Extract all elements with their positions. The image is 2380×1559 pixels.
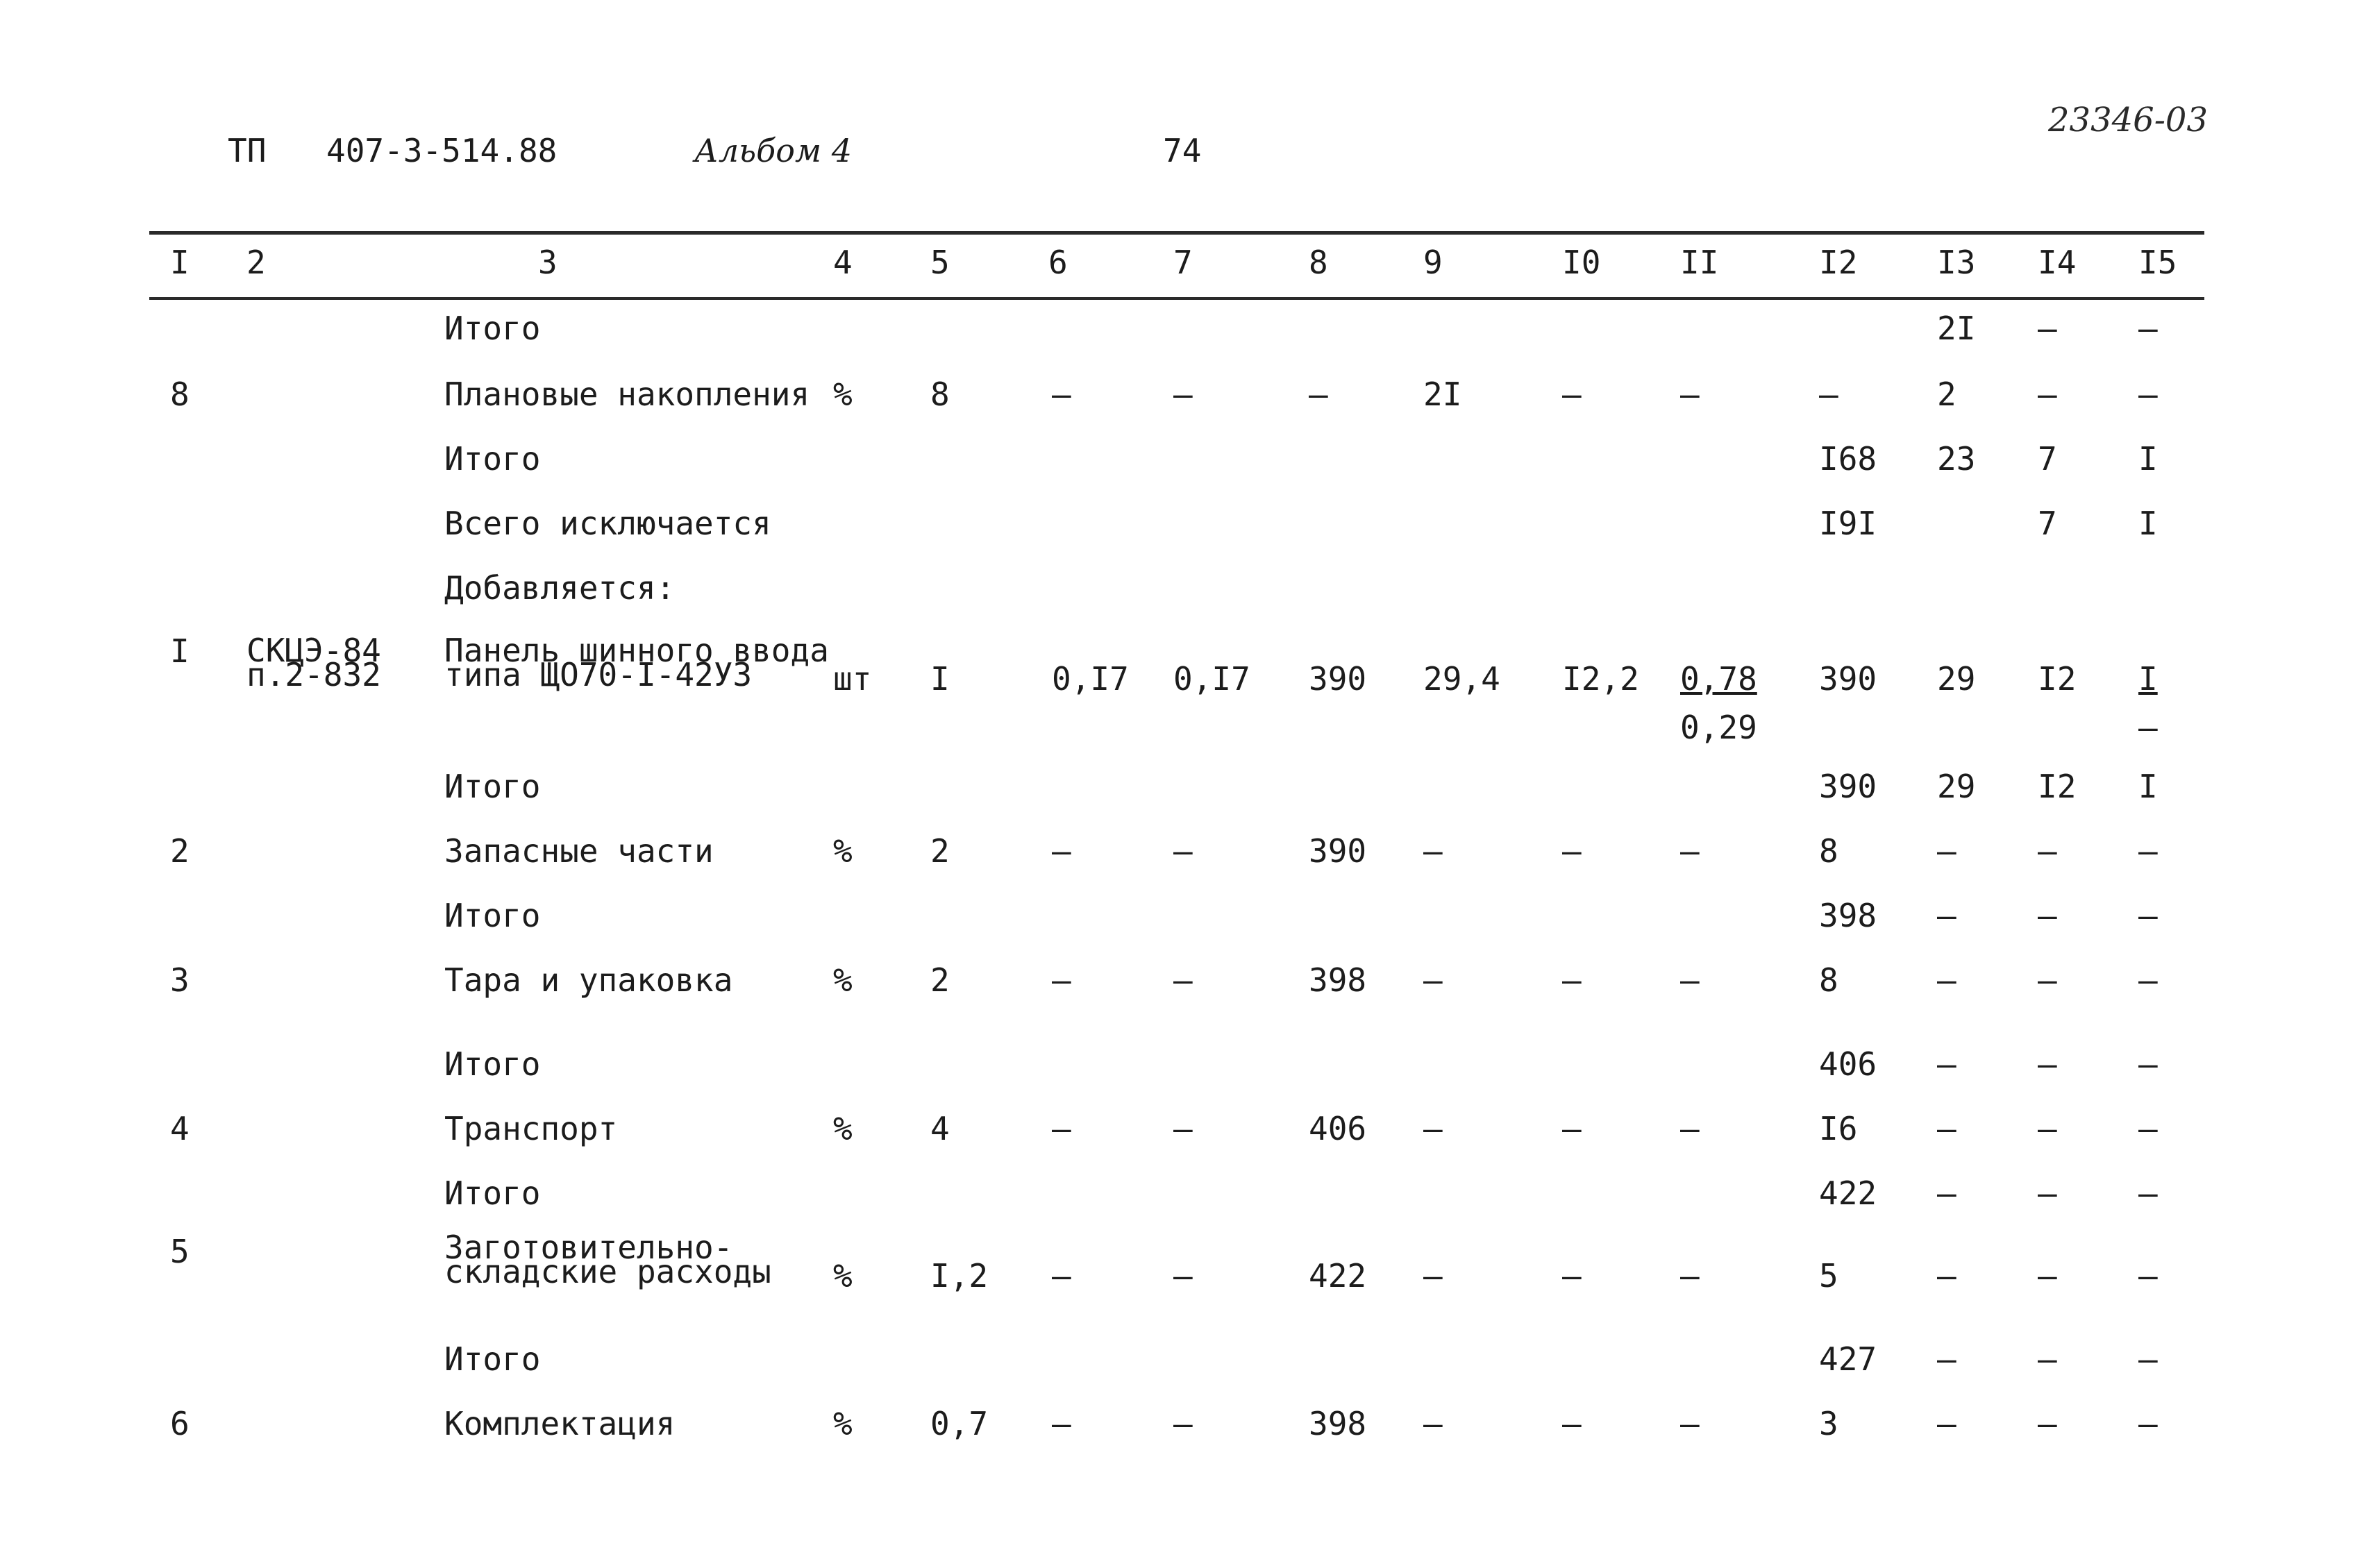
- table-cell: –: [1423, 961, 1443, 999]
- table-cell: 398: [1309, 961, 1367, 999]
- table-cell: 8: [170, 376, 190, 413]
- table-cell: Запасные части: [444, 832, 714, 870]
- table-cell: 0,I7: [1173, 660, 1250, 698]
- column-header: I4: [2038, 244, 2077, 281]
- table-cell: 6: [170, 1405, 190, 1442]
- table-cell: Итого: [444, 440, 541, 478]
- column-header: 2: [246, 244, 266, 281]
- table-cell: I: [2138, 768, 2158, 805]
- doc-series: ТП: [228, 132, 267, 169]
- table-cell: 23: [1937, 440, 1976, 478]
- table-cell: –: [1680, 376, 1700, 413]
- table-cell: 2: [170, 832, 190, 870]
- table-cell: 422: [1309, 1257, 1367, 1295]
- column-header: I5: [2138, 244, 2177, 281]
- table-cell: %: [833, 961, 853, 999]
- table-cell: –: [2038, 897, 2057, 934]
- table-cell: Всего исключается: [444, 505, 771, 542]
- table-cell: I2: [2038, 660, 2077, 698]
- table-cell: 29: [1937, 660, 1976, 698]
- table-cell: %: [833, 1110, 853, 1147]
- table-cell: –: [2138, 961, 2158, 999]
- table-cell: –: [1937, 832, 1956, 870]
- table-cell: –: [2138, 376, 2158, 413]
- table-cell: 390: [1819, 768, 1877, 805]
- table-cell: –: [2038, 1257, 2057, 1295]
- table-cell: –: [1173, 1405, 1193, 1442]
- table-cell: 2: [1937, 376, 1956, 413]
- table-cell: –: [1423, 832, 1443, 870]
- table-cell: –: [1173, 832, 1193, 870]
- table-cell: –: [1562, 832, 1582, 870]
- table-cell: I2,2: [1562, 660, 1639, 698]
- table-cell: 8: [930, 376, 950, 413]
- column-header: 3: [538, 244, 558, 281]
- table-cell: –: [2038, 1405, 2057, 1442]
- table-cell: 7: [2038, 505, 2057, 542]
- table-cell: –: [2038, 1340, 2057, 1378]
- column-header: I3: [1937, 244, 1976, 281]
- column-header: 4: [833, 244, 853, 281]
- table-cell: 29,4: [1423, 660, 1500, 698]
- table-cell: –: [1937, 1110, 1956, 1147]
- table-cell: –: [1680, 1405, 1700, 1442]
- table-cell: I: [170, 632, 190, 670]
- column-header: I2: [1819, 244, 1858, 281]
- table-cell: 4: [170, 1110, 190, 1147]
- column-header: 9: [1423, 244, 1443, 281]
- table-cell: Итого: [444, 1340, 541, 1378]
- table-cell: –: [1173, 376, 1193, 413]
- table-cell: 0,I7: [1052, 660, 1129, 698]
- table-cell: Итого: [444, 1174, 541, 1212]
- table-cell: 5: [1819, 1257, 1838, 1295]
- archive-stamp: 23346-03: [2048, 101, 2208, 140]
- table-cell: I,2: [930, 1257, 989, 1295]
- table-cell: 406: [1309, 1110, 1367, 1147]
- table-cell: Транспорт: [444, 1110, 618, 1147]
- table-cell: –: [1423, 1257, 1443, 1295]
- table-cell: –: [1819, 376, 1838, 413]
- table-cell: –: [1173, 961, 1193, 999]
- table-cell: –: [1937, 961, 1956, 999]
- table-cell: –: [2138, 1405, 2158, 1442]
- table-cell: I: [930, 660, 950, 698]
- table-cell: –: [1052, 832, 1071, 870]
- table-cell: 406: [1819, 1045, 1877, 1083]
- table-cell-subvalue: –: [2138, 709, 2158, 746]
- table-cell: –: [2138, 897, 2158, 934]
- table-cell: –: [2038, 1045, 2057, 1083]
- table-cell: –: [1052, 1110, 1071, 1147]
- table-cell: –: [2138, 310, 2158, 347]
- table-cell: –: [1423, 1405, 1443, 1442]
- table-cell: –: [1423, 1110, 1443, 1147]
- table-cell: %: [833, 1257, 853, 1295]
- table-cell: –: [2038, 832, 2057, 870]
- table-cell: –: [1680, 1257, 1700, 1295]
- table-cell: Итого: [444, 1045, 541, 1083]
- table-cell: –: [1680, 832, 1700, 870]
- table-cell: 3: [1819, 1405, 1838, 1442]
- table-cell: –: [2038, 1174, 2057, 1212]
- table-cell: –: [2138, 832, 2158, 870]
- table-cell: –: [1937, 897, 1956, 934]
- table-cell: –: [2038, 961, 2057, 999]
- table-header-rule: [149, 297, 2204, 300]
- table-cell: –: [2138, 1174, 2158, 1212]
- column-header: I: [170, 244, 190, 281]
- table-cell: –: [1680, 961, 1700, 999]
- doc-code: 407-3-514.88: [326, 132, 558, 169]
- table-cell: –: [1562, 1257, 1582, 1295]
- table-cell: –: [2138, 1257, 2158, 1295]
- table-cell: –: [1562, 961, 1582, 999]
- table-cell: –: [2038, 310, 2057, 347]
- column-header: II: [1680, 244, 1719, 281]
- table-cell: СКЦЭ-84 п.2-832: [246, 632, 381, 693]
- table-cell: I: [2138, 440, 2158, 478]
- table-cell: 398: [1819, 897, 1877, 934]
- table-cell: 4: [930, 1110, 950, 1147]
- table-cell: –: [1309, 376, 1328, 413]
- column-header: 6: [1048, 244, 1068, 281]
- table-cell: 2: [930, 961, 950, 999]
- column-header: 8: [1309, 244, 1328, 281]
- table-cell: 29: [1937, 768, 1976, 805]
- table-cell: 3: [170, 961, 190, 999]
- table-cell: шт: [833, 660, 872, 698]
- table-cell: 5: [170, 1233, 190, 1270]
- table-cell: I68: [1819, 440, 1877, 478]
- table-cell: –: [1680, 1110, 1700, 1147]
- table-cell: I2: [2038, 768, 2077, 805]
- table-cell: Добавляется:: [444, 569, 676, 607]
- table-cell: 0,7: [930, 1405, 989, 1442]
- column-header: 5: [930, 244, 950, 281]
- table-cell: –: [1052, 1405, 1071, 1442]
- table-cell: 2I: [1423, 376, 1462, 413]
- table-cell: %: [833, 832, 853, 870]
- table-cell: Плановые накопления: [444, 376, 810, 413]
- table-cell: %: [833, 1405, 853, 1442]
- table-cell: 390: [1309, 832, 1367, 870]
- table-cell: –: [1937, 1405, 1956, 1442]
- table-cell: 7: [2038, 440, 2057, 478]
- table-cell: –: [1173, 1110, 1193, 1147]
- album-label: Альбом 4: [694, 132, 852, 169]
- table-cell: 8: [1819, 832, 1838, 870]
- table-cell: Заготовительно- складские расходы: [444, 1229, 771, 1290]
- table-cell: 398: [1309, 1405, 1367, 1442]
- table-cell: 2I: [1937, 310, 1976, 347]
- table-cell: I6: [1819, 1110, 1858, 1147]
- table-cell: 422: [1819, 1174, 1877, 1212]
- table-cell: –: [1937, 1174, 1956, 1212]
- table-cell: –: [1562, 1110, 1582, 1147]
- table-cell: 0,78: [1680, 660, 1757, 698]
- column-header: 7: [1173, 244, 1193, 281]
- table-cell: –: [1937, 1257, 1956, 1295]
- table-cell: –: [1562, 376, 1582, 413]
- table-cell: Панель шинного ввода типа ЩО70-I-42У3: [444, 632, 829, 693]
- table-cell: –: [1937, 1340, 1956, 1378]
- table-cell: Тара и упаковка: [444, 961, 733, 999]
- table-cell: –: [2138, 1110, 2158, 1147]
- table-cell: –: [1052, 961, 1071, 999]
- table-cell: 427: [1819, 1340, 1877, 1378]
- table-cell: 390: [1309, 660, 1367, 698]
- table-cell: Комплектация: [444, 1405, 676, 1442]
- table-cell: –: [1562, 1405, 1582, 1442]
- column-header: I0: [1562, 244, 1601, 281]
- table-cell: Итого: [444, 897, 541, 934]
- table-cell: I: [2138, 660, 2158, 698]
- table-cell: 8: [1819, 961, 1838, 999]
- table-cell: %: [833, 376, 853, 413]
- table-cell: –: [1937, 1045, 1956, 1083]
- table-cell: –: [2138, 1340, 2158, 1378]
- table-cell: Итого: [444, 310, 541, 347]
- table-cell: –: [2138, 1045, 2158, 1083]
- table-cell: –: [2038, 1110, 2057, 1147]
- page-number: 74: [1163, 132, 1202, 169]
- table-cell-subvalue: 0,29: [1680, 709, 1757, 746]
- table-cell: I9I: [1819, 505, 1877, 542]
- table-cell: 390: [1819, 660, 1877, 698]
- table-cell: –: [1052, 1257, 1071, 1295]
- table-cell: 2: [930, 832, 950, 870]
- table-cell: Итого: [444, 768, 541, 805]
- table-cell: –: [2038, 376, 2057, 413]
- table-cell: –: [1052, 376, 1071, 413]
- table-cell: –: [1173, 1257, 1193, 1295]
- table-cell: I: [2138, 505, 2158, 542]
- table-top-rule: [149, 231, 2204, 235]
